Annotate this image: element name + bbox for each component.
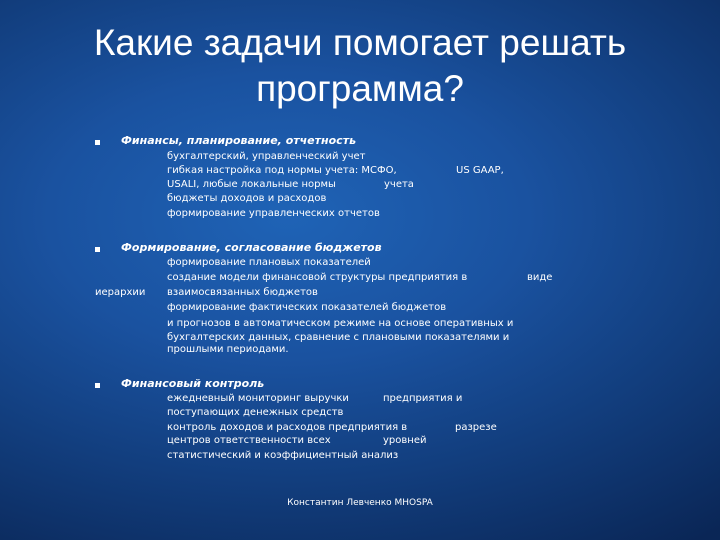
bullet-icon [95,383,100,388]
list-item: статистический и коэффициентный анализ [167,450,399,461]
list-item: формирование управленческих отчетов [167,208,380,219]
list-item: уровней [383,435,427,446]
slide-footer: Константин Левченко МНОSPA [287,498,433,508]
list-item: прошлыми периодами. [167,344,289,355]
title-line-1: Какие задачи помогает решать [93,22,627,63]
list-item: контроль доходов и расходов предприятия в [167,422,408,433]
bullet-icon [95,247,100,252]
list-item: учета [384,179,414,190]
section-heading-finance: Финансы, планирование, отчетность [121,134,357,147]
bullet-icon [95,140,100,145]
list-item: виде [527,272,553,283]
list-item: USALI, любые локальные нормы [167,179,336,190]
list-item: US GAAP, [456,165,504,176]
list-item: создание модели финансовой структуры предприятия в [167,272,468,283]
list-item: взаимосвязанных бюджетов [167,287,318,298]
section-heading-control: Финансовый контроль [121,377,265,390]
list-item: бухгалтерский, управленческий учет [167,151,366,162]
title-line-2: программа? [256,68,464,109]
list-item: и прогнозов в автоматическом режиме на основе оперативных и [167,318,514,329]
list-item: бухгалтерских данных, сравнение с плановыми показателями и [167,332,510,343]
list-item: гибкая настройка под нормы учета: МСФО, [167,165,397,176]
list-item: ежедневный мониторинг выручки [167,393,349,404]
list-item: формирование плановых показателей [167,257,371,268]
list-item: центров ответственности всех [167,435,331,446]
list-item: формирование фактических показателей бюджетов [167,302,447,313]
list-item: поступающих денежных средств [167,407,344,418]
list-item: иерархии [95,287,146,298]
slide-title [20,20,700,112]
list-item: предприятия и [383,393,463,404]
list-item: бюджеты доходов и расходов [167,193,327,204]
list-item: разрезе [455,422,497,433]
section-heading-budgets: Формирование, согласование бюджетов [121,241,382,254]
